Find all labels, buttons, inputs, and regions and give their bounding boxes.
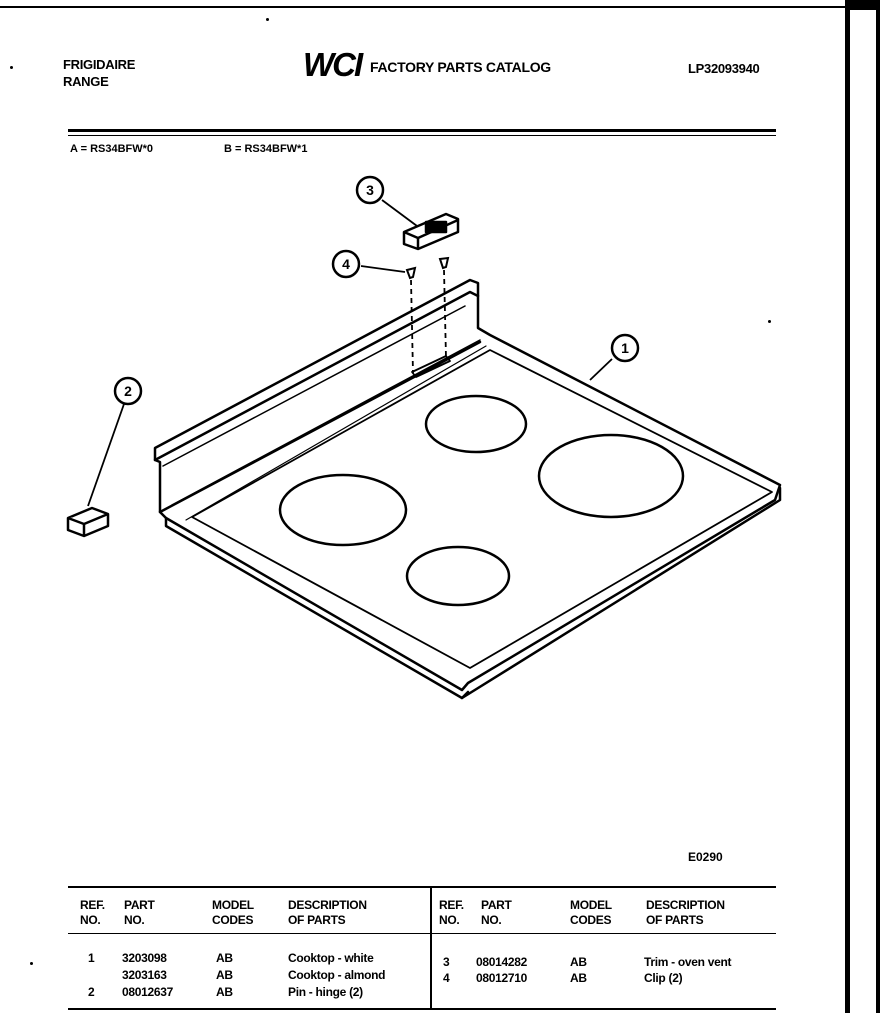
header-model-right: MODEL CODES [570,898,612,927]
row-part-number: 08014282 [476,955,527,969]
row-part-number: 08012637 [122,985,173,999]
row-description: Pin - hinge (2) [288,985,363,999]
scan-speck [10,66,13,69]
row-ref: 4 [443,971,450,985]
header-model-left: MODEL CODES [212,898,254,927]
burner-opening-front-right [407,547,509,605]
header-ref-right: REF. NO. [439,898,464,927]
callout-4 [333,251,359,277]
callout-4-number: 4 [342,256,350,272]
scan-speck [266,18,269,21]
row-model-codes: AB [570,971,587,985]
model-a-label: A = RS34BFW*0 [70,143,154,155]
document-number: LP32093940 [688,61,760,76]
row-description: Cooktop - white [288,951,374,965]
leader-lines [88,200,612,506]
brand-name: FRIGIDAIRE [63,57,136,72]
burner-opening-front-left [280,475,406,545]
scan-speck [30,962,33,965]
header-ref-left: REF. NO. [80,898,105,927]
row-ref: 2 [88,985,95,999]
callout-2 [115,378,141,404]
row-model-codes: AB [216,968,233,982]
table-bottom-rule [68,1008,776,1010]
row-part-number: 3203163 [122,968,167,982]
callout-2-number: 2 [124,383,132,399]
row-description: Cooktop - almond [288,968,386,982]
trim-oven-vent-drawing [404,214,458,249]
callout-3 [357,177,383,203]
row-description: Clip (2) [644,971,683,985]
backsplash-inner [163,306,465,466]
row-part-number: 3203098 [122,951,167,965]
table-column-divider [430,888,432,1010]
row-model-codes: AB [216,951,233,965]
table-header-rule [68,933,776,934]
callout-1 [612,335,638,361]
header-desc-left: DESCRIPTION OF PARTS [288,898,367,927]
row-model-codes: AB [570,955,587,969]
callout-3-number: 3 [366,182,374,198]
catalog-title: FACTORY PARTS CATALOG [370,59,551,75]
wci-logo: WCI [303,46,362,83]
product-type: RANGE [63,74,109,89]
scan-speck [768,320,771,323]
row-model-codes: AB [216,985,233,999]
header-desc-right: DESCRIPTION OF PARTS [646,898,725,927]
clip-drawing [407,258,448,278]
burner-opening-back-left [426,396,526,452]
table-top-rule [68,886,776,888]
row-part-number: 08012710 [476,971,527,985]
diagram-code: E0290 [688,850,723,864]
cooktop-drawing [155,280,780,698]
header-part-right: PART NO. [481,898,512,927]
row-ref: 3 [443,955,450,969]
pin-hinge-drawing [68,508,108,536]
header-part-left: PART NO. [124,898,155,927]
row-description: Trim - oven vent [644,955,732,969]
row-ref: 1 [88,951,95,965]
burner-opening-back-right [539,435,683,517]
callout-1-number: 1 [621,340,629,356]
model-b-label: B = RS34BFW*1 [224,143,308,155]
